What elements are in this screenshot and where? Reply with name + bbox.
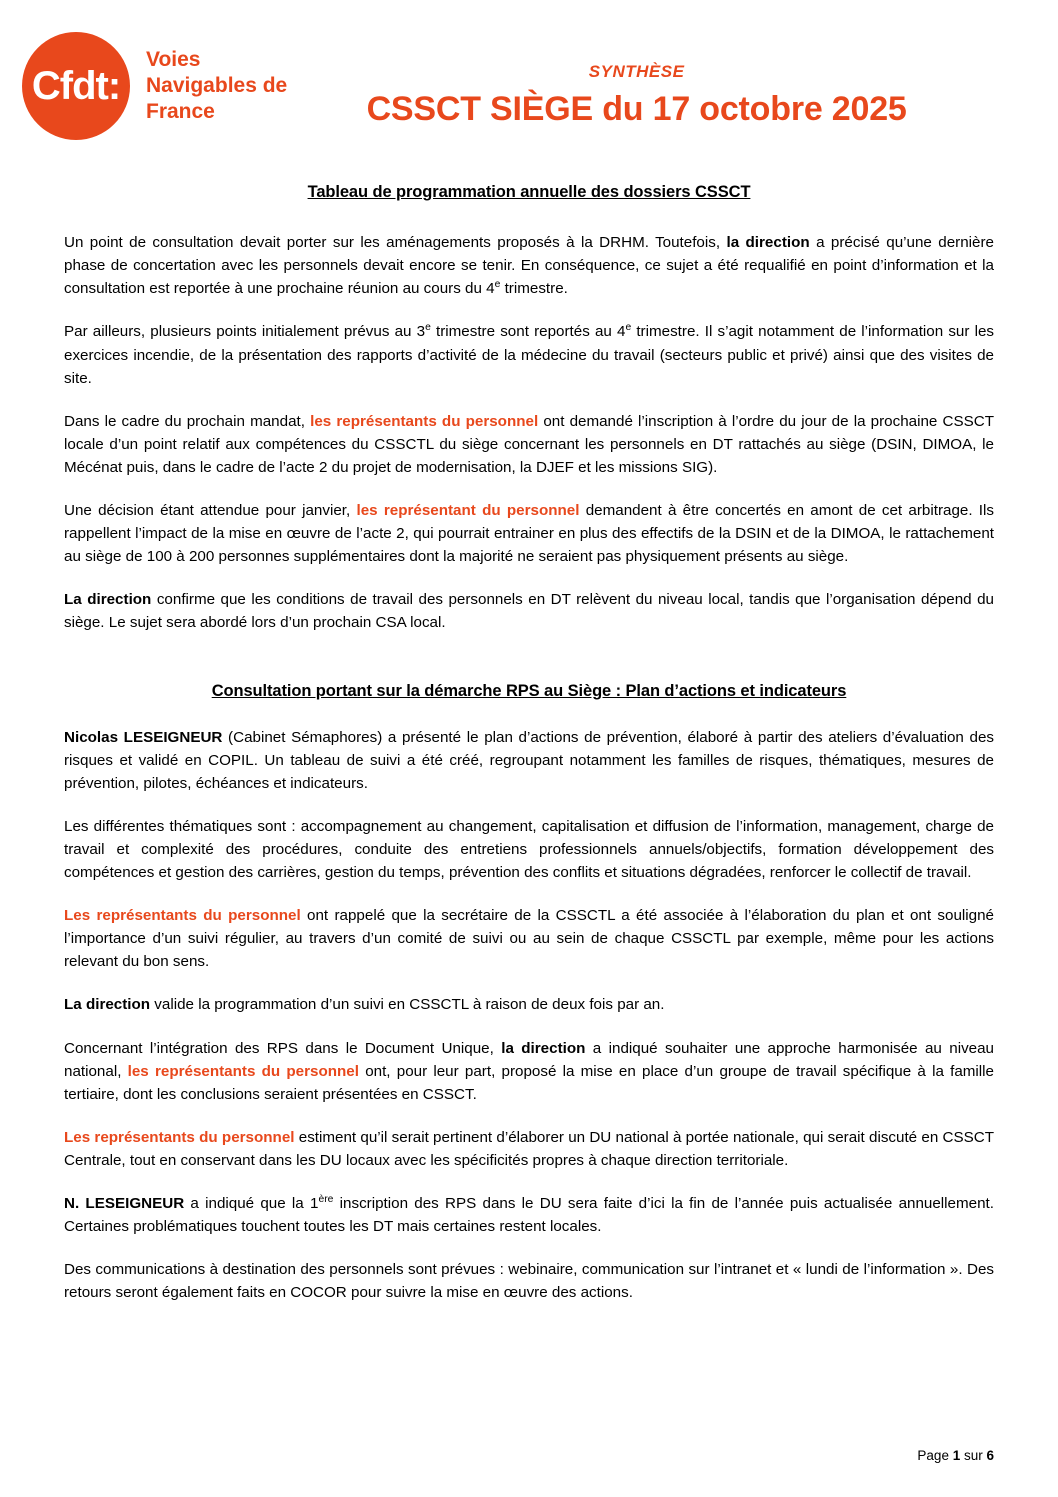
superscript: ère [318,1194,334,1205]
document-body [64,180,994,1304]
section-heading-programmation: Tableau de programmation annuelle des dossiers CSSCT [307,183,751,201]
paragraph-p10 [64,1037,994,1106]
text-run: Un point de consultation devait porter sur les aménagements proposés à la DRHM. Toutefois, [64,234,727,252]
section-heading-rps: Consultation portant sur la démarche RPS au Siège : Plan d’actions et indicateurs [211,681,847,700]
text-run: Par ailleurs, plusieurs points initialement prévus au 3 [64,323,426,341]
text-run: a indiqué que la 1 [184,1195,319,1213]
text-run: trimestre. [500,280,568,298]
paragraph-p5 [64,588,994,634]
paragraph-p8 [64,904,994,973]
text-run: Les différentes thématiques sont : accompagnement au changement, capitalisation et diffusion de l’information, management, charge de travail et complexité des procédures, conduite des entretiens professionnels annuels/objectifs, formation développement des compétences et gestion des carrières, gestion du temps, prévention des conflits et situations dégradées, renforcer le collectif de travail. [64,817,994,882]
highlight-run: les représentants du personnel [310,412,539,430]
paragraph-p3 [64,410,994,479]
highlight-run: Les représentants du personnel [64,1128,295,1146]
text-run: demandent à être concertés en amont de cet arbitrage. Ils rappellent l’impact de la mise en œuvre de l’acte 2, qui pourrait entrainer en plus des effectifs de la DSIN et de la DIMOA, le rattachement au siège de 100 à 200 personnes supplémentaires dont la majorité ne seraient pas physiquement présents au siège. [64,502,994,566]
paragraph-p7 [64,815,994,884]
bold-run: la direction [726,234,810,252]
paragraph-p4 [64,499,994,568]
text-run: Dans le cadre du prochain mandat, [64,412,311,430]
text-run: estiment qu’il serait pertinent d’élaborer un DU national à portée nationale, qui serait discuté en CSSCT Centrale, tout en conservant dans les DU locaux avec les spécificités propres à chaque direction territoriale. [64,1128,994,1169]
footer-current-page: 1 [952,1448,961,1463]
highlight-run: les représentant du personnel [356,502,580,520]
text-run: inscription des RPS dans le DU sera faite d’ici la fin de l’année puis actualisée annuellement. Certaines problématiques touchent toutes les DT mais certaines restent locales. [64,1195,994,1236]
superscript: e [625,322,632,334]
text-run: Concernant l’intégration des RPS dans le Document Unique, [64,1039,502,1057]
cfdt-logo-circle [22,32,130,140]
paragraph-p6 [64,726,994,795]
bold-run: La direction [64,996,151,1014]
cfdt-logo-text: Cfdt: [31,64,121,108]
vnf-logo-line-1: Voies [146,47,201,71]
paragraph-p12 [64,1192,994,1238]
text-run: a précisé qu’une dernière phase de concertation avec les personnels devait encore se tenir. En conséquence, ce sujet a été requalifié en point d’information et la consultation est reportée à une prochaine réunion au cours du 4 [64,234,994,298]
footer-total-pages: 6 [986,1448,994,1463]
bold-run: La direction [64,591,152,609]
page-footer [917,1448,994,1463]
title-block [287,26,994,129]
paragraph-p2 [64,320,994,389]
highlight-run: Les représentants du personnel [64,907,301,925]
page-title: CSSCT SIÈGE du 17 octobre 2025 [366,90,907,128]
vnf-logo-line-3: France [146,100,215,124]
vnf-logo-line-2: Navigables de [146,73,288,97]
text-run: ont demandé l’inscription à l’ordre du jour de la prochaine CSSCT locale d’un point relatif aux compétences du CSSCTL du siège concernant les personnels en DT rattachés au siège (DSIN, DIMOA, le Mécénat puis, dans le cadre de l’acte 2 du projet de modernisation, la DJEF et les missions SIG). [64,412,994,476]
vnf-logo-words [146,47,287,126]
text-run: (Cabinet Sémaphores) a présenté le plan d’actions de prévention, élaboré à partir des ateliers d’évaluation des risques et validé en COPIL. Un tableau de suivi a été créé, regroupant notamment les familles de risques, thématiques, mesures de prévention, pilotes, échéances et indicateurs. [64,728,994,792]
highlight-run: les représentants du personnel [127,1062,359,1080]
text-run: Une décision étant attendue pour janvier, [64,502,357,520]
footer-prefix: Page [917,1448,953,1463]
paragraph-p11 [64,1126,994,1172]
paragraph-p13 [64,1258,994,1304]
bold-run: la direction [501,1039,586,1057]
section-paragraphs-rps [64,726,994,1305]
text-run: Des communications à destination des personnels sont prévues : webinaire, communication sur l’intranet et « lundi de l’information ». Des retours seront également faits en COCOR pour suivre la mise en œuvre des actions. [64,1261,994,1302]
document-kicker: SYNTHÈSE [588,62,685,81]
section-paragraphs-programmation [64,231,994,634]
bold-run: Nicolas LESEIGNEUR [64,728,223,746]
text-run: trimestre sont reportés au 4 [430,323,626,341]
document-header [31,26,994,146]
cfdt-vnf-logo [22,32,287,140]
superscript: e [425,322,431,334]
bold-run: N. LESEIGNEUR [64,1195,185,1213]
superscript: e [494,279,501,291]
text-run: trimestre. Il s’agit notamment de l’information sur les exercices incendie, de la présentation des rapports d’activité de la médecine du travail (secteurs public et privé) ainsi que des visites de site. [64,323,994,387]
paragraph-p9 [64,993,994,1016]
text-run: ont rappelé que la secrétaire de la CSSCTL a été associée à l’élaboration du plan et ont souligné l’importance d’un suivi régulier, au travers d’un comité de suivi ou au sein de chaque CSSCTL par exemple, même pour les actions relevant du bon sens. [64,907,994,971]
paragraph-p1 [64,231,994,300]
text-run: a indiqué souhaiter une approche harmonisée au niveau national, [64,1039,995,1080]
text-run: ont, pour leur part, proposé la mise en place d’un groupe de travail spécifique à la famille tertiaire, dont les conclusions seraient présentées en CSSCT. [64,1062,994,1103]
footer-middle: sur [960,1448,987,1463]
text-run: confirme que les conditions de travail des personnels en DT relèvent du niveau local, tandis que l’organisation dépend du siège. Le sujet sera abordé lors d’un prochain CSA local. [64,591,995,632]
text-run: valide la programmation d’un suivi en CSSCTL à raison de deux fois par an. [150,996,665,1014]
